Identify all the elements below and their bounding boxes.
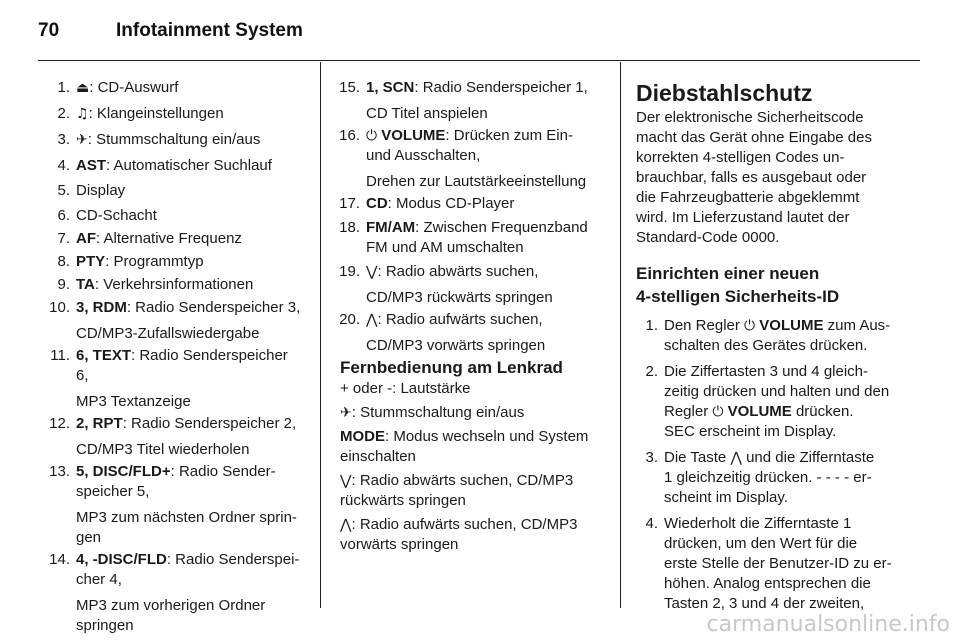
list-item: 16. ⏻ VOLUME: Drücken zum Ein- und Ausschalten, Drehen zur Lautstärkeeinstellung — [339, 127, 587, 190]
chevron-down-icon: ⋁ — [340, 473, 352, 489]
list-item: 9. TA: Verkehrsinformationen — [57, 276, 254, 293]
list-item: 10. 3, RDM: Radio Senderspeicher 3, CD/MP3-Zufallswiedergabe — [49, 299, 301, 342]
list-item: 2. Die Ziffertasten 3 und 4 gleich- zeitig drücken und halten und den Regler ⏻ VOLUME drücken. SEC erscheint im Display. — [645, 363, 890, 440]
list-item: 6. CD-Schacht — [57, 207, 157, 224]
watermark: carmanualsonline.info — [706, 612, 950, 637]
anti-theft-section — [636, 80, 926, 614]
column-divider-2 — [620, 62, 621, 608]
list-item: 4. AST: Automatischer Suchlauf — [57, 157, 272, 174]
remote-heading: Fernbedienung am Lenkrad — [340, 358, 563, 377]
list-item: 17. CD: Modus CD-Player — [339, 195, 515, 212]
list-item: 20. ⋀: Radio aufwärts suchen, CD/MP3 vorwärts springen — [339, 311, 546, 354]
page-header — [38, 20, 303, 42]
list-item: 18. FM/AM: Zwischen Frequenzband FM und AM umschalten — [339, 219, 588, 256]
chevron-up-icon: ⋀ — [366, 312, 378, 328]
eject-icon: ⏏ — [76, 80, 90, 96]
subheading: Einrichten einer neuen 4-stelligen Sicherheits-ID — [636, 264, 840, 306]
theft-paragraph: Der elektronische Sicherheitscode macht das Gerät ohne Eingabe des korrekten 4-stelligen Codes un- brauchbar, falls es ausgebaut oder die Fahrzeugbatterie abgeklemmt wird. Im Lieferzustand lautet der Standard-Code 0000. — [636, 109, 872, 246]
page-title: Infotainment System — [116, 20, 303, 41]
header-rule — [38, 60, 920, 61]
chevron-down-icon: ⋁ — [366, 264, 378, 280]
power-icon: ⏻ — [366, 128, 378, 144]
list-item: 3. ✈: Stummschaltung ein/aus — [57, 131, 261, 148]
list-item: 1. Den Regler ⏻ VOLUME zum Aus- schalten des Gerätes drücken. — [645, 317, 891, 354]
section-heading: Diebstahlschutz — [636, 80, 813, 106]
mute-icon: ✈ — [76, 132, 88, 148]
list-item: 14. 4, -DISC/FLD: Radio Senderspei- cher 4, MP3 zum vorherigen Ordner springen — [49, 551, 300, 634]
power-icon: ⏻ — [712, 404, 724, 420]
list-item: 8. PTY: Programmtyp — [57, 253, 204, 270]
power-icon: ⏻ — [744, 318, 756, 334]
mute-icon: ✈ — [340, 405, 352, 421]
list-item: 11. 6, TEXT: Radio Senderspeicher 6, MP3 Textanzeige — [50, 347, 288, 410]
remote-control-section: Fernbedienung am Lenkrad + oder -: Lautstärke ✈: Stummschaltung ein/aus MODE: Modus wechseln und System einschalten ⋁: Radio abwärts suchen, CD/MP3 rückwärts springen ⋀: Radio aufwärts suchen, CD/MP3 vorwärts springen — [340, 356, 616, 555]
column-controls-2 — [339, 78, 616, 358]
list-item: 7. AF: Alternative Frequenz — [57, 230, 242, 247]
music-note-icon: ♫ — [76, 106, 89, 122]
page-number: 70 — [38, 20, 60, 41]
chevron-up-icon: ⋀ — [340, 517, 352, 533]
list-item: 2. ♫: Klangeinstellungen — [57, 105, 224, 122]
list-item: 1. ⏏: CD-Auswurf — [57, 79, 179, 96]
list-item: 13. 5, DISC/FLD+: Radio Sender- speicher 5, MP3 zum nächsten Ordner sprin- gen — [49, 463, 297, 546]
list-item: 3. Die Taste ⋀ und die Zifferntaste 1 gleichzeitig drücken. - - - - er- scheint im Display. — [645, 449, 875, 506]
list-item: 4. Wiederholt die Zifferntaste 1 drücken, um den Wert für die erste Stelle der Benutzer-ID zu er- höhen. Analog entsprechen die Tasten 2, 3 und 4 der zweiten, — [645, 515, 892, 612]
list-item: 5. Display — [57, 182, 126, 199]
list-item: 19. ⋁: Radio abwärts suchen, CD/MP3 rückwärts springen — [339, 263, 553, 306]
column-divider-1 — [320, 62, 321, 608]
column-controls-1 — [49, 78, 312, 636]
list-item: 15. 1, SCN: Radio Senderspeicher 1, CD Titel anspielen — [339, 79, 588, 122]
list-item: 12. 2, RPT: Radio Senderspeicher 2, CD/MP3 Titel wiederholen — [49, 415, 297, 458]
chevron-up-icon: ⋀ — [730, 450, 742, 466]
